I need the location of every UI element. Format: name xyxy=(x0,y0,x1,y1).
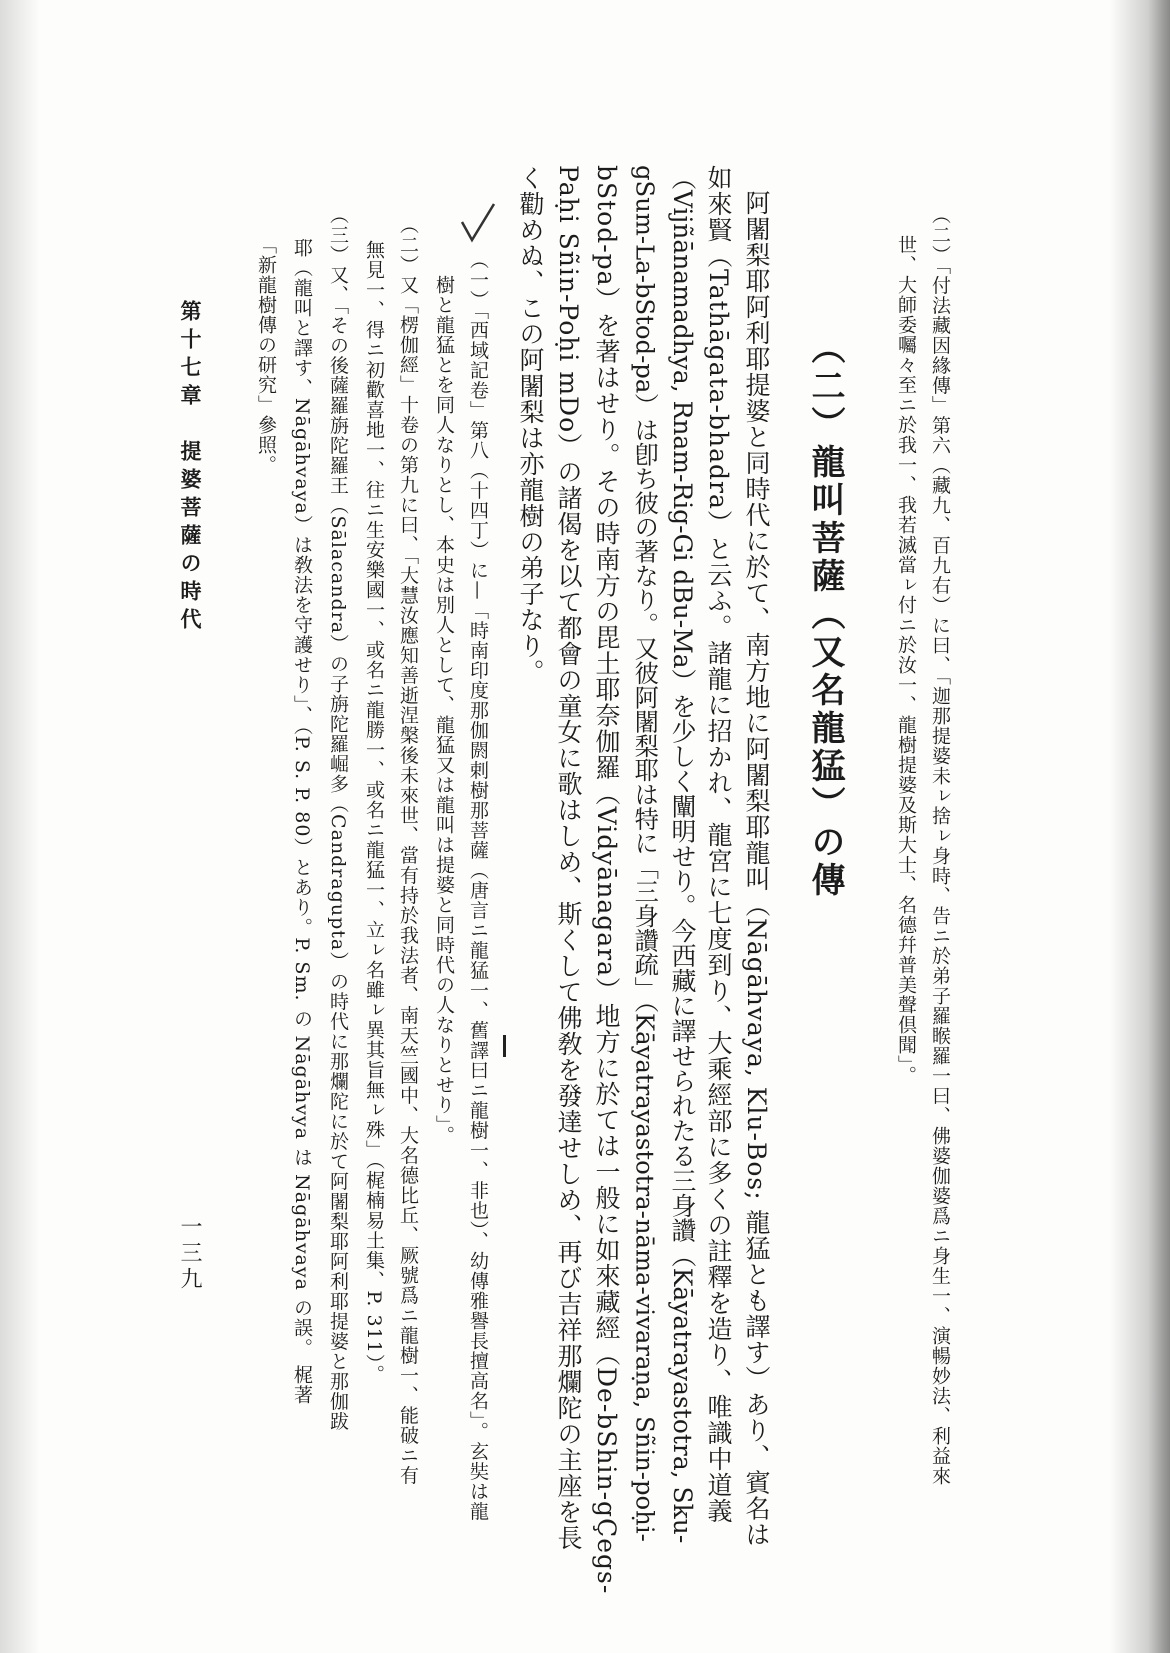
footnote-line: 樹と龍猛とを同人なりとし、本史は別人として、龍猛又は龍叫は提婆と同時代の人なりとせり」。 xyxy=(433,275,455,1146)
body-line: gSum-La-bStod-pa）は卽ち彼の著なり。又彼阿闍梨耶は特に「三身讚疏」（Kāyatrayastotra-nāma-vivaraṇa, Sñin-poḥi- xyxy=(630,165,660,1542)
body-line: Paḥi Sñin-Poḥi mDo）の諸偈を以て都會の童女に歌はしめ、斯くして佛敎を發達せしめ、再び吉祥那爛陀の主座を長 xyxy=(554,165,583,1552)
body-line: く勸めぬ、この阿闍梨は亦龍樹の弟子なり。 xyxy=(516,165,545,685)
body-line: （Vijñānamadhya, Rnam-Rig-Gi dBu-Ma）を少しく闡明せり。今西藏に譯せられたる三身讚（Kāyatrayastotra, Sku- xyxy=(667,165,697,1544)
footnote-line: 「新龍樹傳の研究」參照。 xyxy=(255,235,277,475)
body-line: 阿闍梨耶阿利耶提婆と同時代に於て、南方地に阿闍梨耶龍叫（Nāgāhvaya, Klu-Bos; 龍猛とも譯す）あり、賓名は xyxy=(742,190,771,1548)
footnote-line: 無見一、得ニ初歡喜地一、往ニ生安樂國一、或名ニ龍勝一、或名ニ龍猛一、立ㇾ名雖ㇾ異其旨無ㇾ殊」（梶楠易土集、P. 311）。 xyxy=(363,240,385,1385)
footnote-line: （三）又、「その後薩羅旃陀羅王（Sālacandra）の子旃陀羅崛多（Candragupta）の時代に那爛陀に於て阿闍梨耶阿利耶提婆と那伽跋 xyxy=(327,205,349,1432)
page-number: 一三九 xyxy=(177,1215,202,1293)
scan-edge-shadow xyxy=(0,0,40,1653)
footnote-line: （一）「西域記卷」第八（十四丁）に—「時南印度那伽閼剌樹那菩薩（唐言ニ龍猛一、舊譯曰ニ龍樹一、非也）、幼傳雅譽長擅高名」。玄奘は龍 xyxy=(467,250,489,1522)
footnote-line: 耶（龍叫と譯す、Nāgāhvaya）は敎法を守護せり」、（P. S. P. 80）とあり。P. Sm. の Nāgāhvya は Nāgāhvaya の誤。 梶著 xyxy=(291,238,313,1406)
pencil-mark xyxy=(503,1035,506,1057)
top-note-line: （二）「付法藏因緣傳」第六（藏九、百九右）に曰、「迦那提婆未ㇾ捨ㇾ身時、告ニ於弟子羅睺羅一曰、佛婆伽婆爲ニ身生一、演暢妙法、利益來 xyxy=(929,205,951,1486)
check-mark-icon xyxy=(458,200,498,250)
body-line: 如來賢（Tathāgata-bhadra）と云ふ。諸龍に招かれ、龍宮に七度到り、大乘經部に多くの註釋を造り、唯識中道義 xyxy=(704,165,733,1524)
section-heading: （二）龍叫菩薩（又名龍猛）の傳 xyxy=(805,330,845,900)
binding-shadow xyxy=(1100,0,1170,1653)
top-note-line: 世、大師委囑々至ニ於我一、我若滅當ㇾ付ニ於汝一、龍樹提婆及斯大士、名德幷普美聲倶聞」。 xyxy=(895,235,917,1086)
footnote-line: （二）又「楞伽經」十卷の第九に曰、「大慧汝應知善逝涅槃後未來世、當有持於我法者、南天竺國中、大名德比丘、厥號爲ニ龍樹一、能破ニ有 xyxy=(397,215,419,1486)
body-line: bStod-pa）を著はせり。その時南方の毘土耶奈伽羅（Vidyānagara）地方に於ては一般に如來藏經（De-bShin-gÇegs- xyxy=(592,165,621,1595)
running-footer: 第十七章 提婆菩薩の時代 xyxy=(178,300,203,636)
